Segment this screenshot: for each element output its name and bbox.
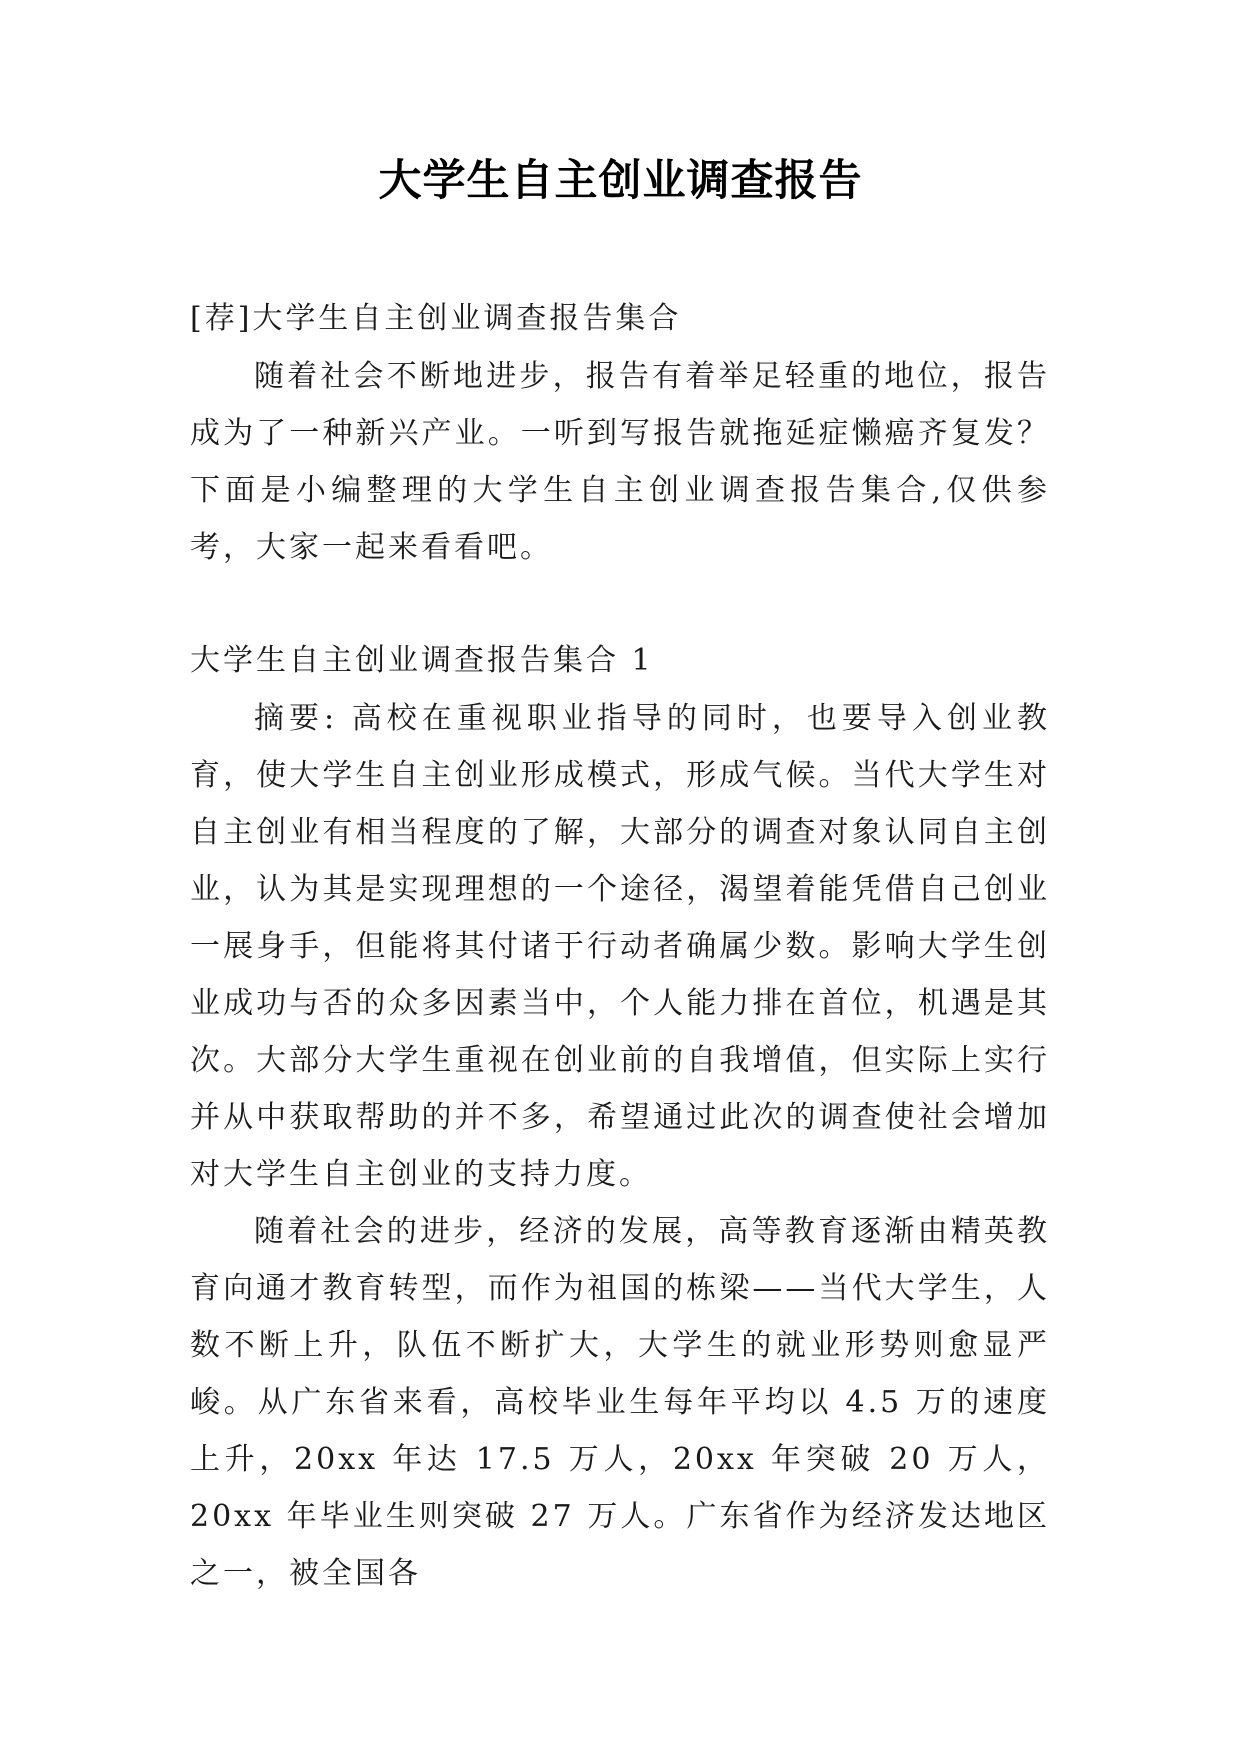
section-heading: 大学生自主创业调查报告集合 1: [190, 643, 654, 678]
document-title: 大学生自主创业调查报告: [378, 156, 863, 206]
document-subtitle: [荐]大学生自主创业调查报告集合: [190, 301, 682, 336]
body-paragraph: 随着社会的进步，经济的发展，高等教育逐渐由精英教育向通才教育转型，而作为祖国的栋梁——当代大学生，人数不断上升，队伍不断扩大，大学生的就业形势则愈显严峻。从广东省来看，高校毕业生每年平均以 4.5 万的速度上升，20xx 年达 17.5 万人，20xx 年突破 20 万人，20xx 年毕业生则突破 27 万人。广东省作为经济发达地区之一，被全国各: [190, 1214, 1050, 1591]
abstract-paragraph: 摘要: 高校在重视职业指导的同时，也要导入创业教育，使大学生自主创业形成模式，形成气候。当代大学生对自主创业有相当程度的了解，大部分的调查对象认同自主创业，认为其是实现理想的一个途径，渴望着能凭借自己创业一展身手，但能将其付诸于行动者确属少数。影响大学生创业成功与否的众多因素当中，个人能力排在首位，机遇是其次。大部分大学生重视在创业前的自我增值，但实际上实行并从中获取帮助的并不多，希望通过此次的调查使社会增加对大学生自主创业的支持力度。: [190, 701, 1050, 1192]
intro-paragraph: 随着社会不断地进步，报告有着举足轻重的地位，报告成为了一种新兴产业。一听到写报告就拖延症懒癌齐复发？下面是小编整理的大学生自主创业调查报告集合,仅供参考，大家一起来看看吧。: [190, 359, 1050, 565]
